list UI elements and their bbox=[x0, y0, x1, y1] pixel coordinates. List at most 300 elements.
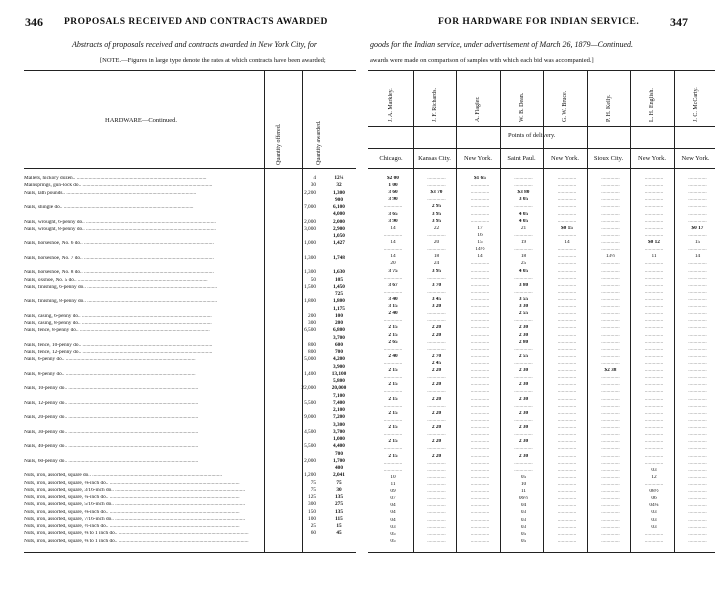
price-cell bbox=[416, 183, 458, 188]
item-label: Nails, 30-penny do.. ..... bbox=[24, 430, 264, 435]
price-cell bbox=[633, 454, 675, 459]
price-cell bbox=[590, 389, 632, 394]
leader-dots: .............. bbox=[644, 268, 664, 274]
leader-dots: .............. bbox=[688, 232, 707, 238]
item-label: Nails, fence, 12-penny do.. ..... bbox=[24, 350, 264, 355]
leader-dots: .............. bbox=[644, 204, 664, 210]
price-cell bbox=[590, 197, 632, 202]
price-cell bbox=[416, 290, 458, 295]
price-cell bbox=[590, 283, 632, 288]
price-cell: 22 bbox=[433, 225, 440, 231]
leader-dots: .............. bbox=[470, 361, 490, 366]
price-cell: 2 30 bbox=[518, 382, 529, 388]
price-cell: 2 70 bbox=[431, 353, 442, 359]
table-row bbox=[368, 283, 716, 288]
quantity-awarded: 1,175 bbox=[333, 305, 345, 312]
table-row bbox=[368, 475, 716, 480]
leader-dots: .............. bbox=[383, 432, 403, 438]
price-cell bbox=[459, 311, 501, 316]
leader-dots: .............. bbox=[427, 481, 446, 487]
table-row bbox=[24, 336, 356, 341]
price-cell: 2 30 bbox=[518, 396, 529, 402]
table-row bbox=[24, 343, 356, 348]
price-cell bbox=[459, 503, 501, 508]
leader-dots: .............. bbox=[470, 275, 490, 281]
price-cell bbox=[459, 304, 501, 309]
leader-dots: .............. bbox=[470, 311, 490, 317]
price-cell: 2 95 bbox=[431, 204, 442, 210]
leader-dots: .............. bbox=[514, 403, 533, 409]
price-cell: 18 bbox=[433, 254, 440, 260]
leader-dots: .............. bbox=[470, 396, 490, 402]
leader-dots: .............. bbox=[688, 289, 707, 295]
leader-dots: .............. bbox=[601, 538, 620, 544]
table-row bbox=[368, 425, 716, 430]
quantity-offered: 30 bbox=[310, 182, 316, 189]
table-row bbox=[368, 411, 716, 416]
leader-dots: .............. bbox=[601, 296, 620, 302]
price-cell bbox=[416, 475, 458, 480]
leader-dots: .............. bbox=[688, 353, 707, 359]
table-row bbox=[368, 212, 716, 217]
leader-dots: .............. bbox=[470, 417, 490, 423]
table-row bbox=[368, 468, 716, 473]
leader-dots: .............. bbox=[688, 176, 707, 181]
price-cell bbox=[677, 461, 717, 466]
price-cell: 05 bbox=[520, 474, 527, 480]
price-cell bbox=[372, 347, 414, 352]
leader-dots: .............. bbox=[383, 460, 403, 466]
price-cell bbox=[546, 247, 588, 252]
price-cell bbox=[677, 418, 717, 423]
leader-dots: .............. bbox=[601, 318, 620, 324]
price-cell bbox=[590, 297, 632, 302]
price-cell bbox=[459, 276, 501, 281]
table-row bbox=[24, 379, 356, 384]
leader-dots: .............. bbox=[644, 325, 664, 331]
price-cell: 2 20 bbox=[431, 382, 442, 388]
leader-dots: .............. bbox=[688, 481, 707, 487]
table-row bbox=[368, 261, 716, 266]
price-cell bbox=[372, 361, 414, 366]
table-row bbox=[368, 389, 716, 394]
price-cell bbox=[677, 190, 717, 195]
price-cell: 3 30 bbox=[518, 304, 529, 310]
leader-dots: .............. bbox=[644, 481, 664, 487]
leader-dots: .............. bbox=[557, 425, 577, 431]
price-cell: 2 65 bbox=[388, 339, 398, 345]
leader-dots: .............. bbox=[470, 296, 490, 302]
price-cell: 20 bbox=[433, 240, 440, 246]
quantity-awarded: 12¼ bbox=[334, 175, 344, 181]
item-label: Nuts, iron, assorted, square, ⅝ to 1 inch do.. ..... bbox=[24, 531, 264, 536]
price-cell bbox=[546, 276, 588, 281]
column-rule bbox=[543, 70, 544, 552]
leader-dots: .............. bbox=[644, 368, 664, 374]
leader-dots: .............. bbox=[688, 425, 707, 431]
leader-dots: .............. bbox=[644, 304, 664, 310]
leader-dots: .............. bbox=[427, 183, 446, 189]
price-cell: 05 bbox=[390, 538, 396, 544]
price-cell bbox=[633, 176, 675, 181]
leader-dots: .............. bbox=[688, 296, 707, 302]
leader-dots: .............. bbox=[557, 453, 577, 459]
leader-dots: .............. bbox=[557, 339, 577, 345]
price-cell bbox=[459, 404, 501, 409]
price-cell: 07 bbox=[390, 496, 396, 502]
price-cell: 14 bbox=[390, 240, 396, 246]
price-cell bbox=[633, 212, 675, 217]
table-row bbox=[24, 198, 356, 203]
price-cell: 05 bbox=[390, 531, 396, 537]
item-label: Nails, fence, 10-penny do.. ..... bbox=[24, 343, 264, 348]
leader-dots: .............. bbox=[601, 190, 620, 196]
price-cell bbox=[459, 354, 501, 359]
price-cell: 04¼ bbox=[649, 503, 659, 509]
price-cell bbox=[677, 333, 717, 338]
leader-dots: .............. bbox=[383, 361, 403, 366]
quantity-offered: 4 bbox=[313, 175, 316, 181]
price-cell bbox=[546, 311, 588, 316]
leader-dots: .............. bbox=[383, 389, 403, 395]
leader-dots: .............. bbox=[470, 481, 490, 487]
leader-dots: .............. bbox=[557, 268, 577, 274]
quantity-offered: 800 bbox=[308, 341, 316, 348]
col-quantity-offered: Quantity offered. bbox=[276, 123, 282, 165]
price-cell bbox=[677, 311, 717, 316]
table-row bbox=[24, 430, 356, 435]
quantity-awarded: 15 bbox=[336, 523, 342, 530]
quantity-offered: 1,300 bbox=[304, 254, 316, 261]
bidder-name: J. F. Richards. bbox=[431, 87, 438, 122]
quantity-awarded: 400 bbox=[335, 465, 343, 472]
price-cell: $1 65 bbox=[474, 176, 486, 181]
price-cell: 2 20 bbox=[431, 325, 442, 331]
quantity-offered: 125 bbox=[308, 494, 316, 501]
price-cell bbox=[503, 318, 545, 323]
price-cell bbox=[416, 404, 458, 409]
leader-dots: .............. bbox=[383, 275, 403, 281]
item-label: Nails, wrought, 6-penny do.. ..... bbox=[24, 220, 264, 225]
leader-dots: .............. bbox=[557, 197, 577, 203]
price-cell bbox=[590, 190, 632, 195]
price-cell bbox=[503, 347, 545, 352]
quantity-awarded: 2,100 bbox=[333, 407, 345, 414]
price-cell: 15 bbox=[694, 240, 701, 246]
leader-dots: .............. bbox=[688, 403, 707, 409]
price-cell bbox=[590, 361, 632, 366]
price-cell bbox=[459, 397, 501, 402]
leader-dots: .............. bbox=[557, 432, 577, 438]
price-cell bbox=[633, 276, 675, 281]
price-cell: 2 40 bbox=[388, 353, 398, 359]
leader-dots: .............. bbox=[557, 375, 577, 381]
price-cell bbox=[372, 233, 414, 238]
table-row bbox=[24, 466, 356, 471]
table-top-rule bbox=[368, 70, 715, 71]
price-cell bbox=[633, 368, 675, 373]
table-row bbox=[368, 333, 716, 338]
item-label: Nails, 6-penny do.. ..... bbox=[24, 357, 264, 362]
leader-dots: .............. bbox=[644, 531, 664, 537]
price-cell bbox=[633, 361, 675, 366]
price-cell bbox=[459, 375, 501, 380]
price-cell bbox=[546, 333, 588, 338]
price-cell bbox=[677, 532, 717, 537]
price-cell bbox=[459, 389, 501, 394]
table-row bbox=[368, 247, 716, 252]
price-cell bbox=[416, 510, 458, 515]
bidder-bottom-rule bbox=[368, 126, 715, 127]
price-cell bbox=[590, 461, 632, 466]
price-cell: 3 80 bbox=[518, 282, 529, 288]
price-cell: 14 bbox=[564, 240, 570, 246]
price-cell bbox=[590, 489, 632, 494]
leader-dots: .............. bbox=[470, 304, 490, 310]
price-cell bbox=[677, 176, 717, 181]
leader-dots: .............. bbox=[688, 339, 707, 345]
leader-dots: .............. bbox=[601, 176, 620, 181]
price-cell: 3 45 bbox=[431, 296, 442, 302]
table-row bbox=[24, 292, 356, 297]
price-cell bbox=[416, 461, 458, 466]
leader-dots: .............. bbox=[644, 332, 664, 338]
leader-dots: .............. bbox=[470, 432, 490, 438]
table-row bbox=[368, 347, 716, 352]
price-cell bbox=[416, 518, 458, 523]
table-row bbox=[368, 375, 716, 380]
table-row bbox=[368, 297, 716, 302]
price-cell: 08½ bbox=[649, 489, 659, 495]
leader-dots: .............. bbox=[514, 183, 533, 189]
leader-dots: .............. bbox=[514, 204, 533, 210]
price-cell bbox=[503, 204, 545, 209]
leader-dots: .............. bbox=[688, 204, 707, 210]
price-cell bbox=[590, 446, 632, 451]
price-cell bbox=[503, 404, 545, 409]
price-cell: 3 67 bbox=[388, 282, 398, 288]
leader-dots: .............. bbox=[557, 346, 577, 352]
leader-dots: .............. bbox=[644, 353, 664, 359]
leader-dots: .............. bbox=[427, 339, 446, 345]
price-cell bbox=[459, 525, 501, 530]
price-cell bbox=[503, 418, 545, 423]
item-label: Nails, horseshoe, No. 6 do.. ..... bbox=[24, 241, 264, 246]
price-cell: 03 bbox=[651, 467, 657, 473]
table-row bbox=[368, 525, 716, 530]
price-cell bbox=[590, 290, 632, 295]
leader-dots: .............. bbox=[557, 232, 577, 238]
table-row bbox=[24, 539, 356, 544]
leader-dots: .............. bbox=[601, 382, 620, 388]
price-cell: 2 30 bbox=[518, 425, 529, 431]
item-label: Mallets, hickory dozen.. ..... bbox=[24, 176, 264, 181]
price-cell bbox=[372, 290, 414, 295]
price-cell bbox=[633, 290, 675, 295]
price-cell: 04 bbox=[390, 517, 396, 523]
price-cell bbox=[590, 183, 632, 188]
price-cell: 14 bbox=[694, 254, 701, 260]
price-cell bbox=[416, 311, 458, 316]
leader-dots: .............. bbox=[427, 531, 446, 537]
price-cell bbox=[677, 446, 717, 451]
price-cell bbox=[459, 425, 501, 430]
price-cell bbox=[546, 397, 588, 402]
leader-dots: .............. bbox=[644, 410, 664, 416]
price-cell bbox=[590, 425, 632, 430]
leader-dots: .............. bbox=[470, 197, 490, 203]
table-row bbox=[368, 233, 716, 238]
leader-dots: .............. bbox=[427, 375, 446, 381]
table-row bbox=[24, 408, 356, 413]
leader-dots: .............. bbox=[601, 503, 620, 509]
right-page bbox=[358, 0, 717, 600]
table-row bbox=[368, 176, 716, 181]
leader-dots: .............. bbox=[470, 318, 490, 324]
table-row bbox=[368, 510, 716, 515]
item-label: Nuts, iron, assorted, square, ⅛-inch do.. ..... bbox=[24, 481, 264, 486]
price-cell: 3 05 bbox=[518, 197, 529, 203]
price-cell bbox=[590, 233, 632, 238]
quantity-awarded: 32 bbox=[336, 182, 342, 189]
price-cell bbox=[546, 183, 588, 188]
leader-dots: .............. bbox=[601, 232, 620, 238]
price-cell bbox=[459, 539, 501, 544]
leader-dots: .............. bbox=[470, 410, 490, 416]
price-cell: 03 bbox=[520, 517, 527, 523]
price-cell: 3 65 bbox=[388, 211, 398, 217]
leader-dots: .............. bbox=[601, 453, 620, 459]
price-cell: 2 15 bbox=[388, 382, 398, 388]
price-cell bbox=[459, 318, 501, 323]
price-cell bbox=[677, 482, 717, 487]
price-cell bbox=[590, 354, 632, 359]
leader-dots: .............. bbox=[601, 183, 620, 189]
leader-dots: .............. bbox=[601, 240, 620, 246]
price-cell: 19 bbox=[520, 240, 527, 246]
leader-dots: .............. bbox=[383, 318, 403, 324]
price-cell: 4 05 bbox=[518, 268, 529, 274]
leader-dots: .............. bbox=[557, 332, 577, 338]
leader-dots: .............. bbox=[557, 481, 577, 487]
price-cell: 2 20 bbox=[431, 368, 442, 374]
price-cell bbox=[372, 389, 414, 394]
price-cell: 2 20 bbox=[431, 410, 442, 416]
quantity-awarded: 45 bbox=[336, 530, 342, 537]
price-cell bbox=[459, 439, 501, 444]
leader-dots: .............. bbox=[557, 538, 577, 544]
price-cell bbox=[546, 489, 588, 494]
price-cell bbox=[546, 354, 588, 359]
price-cell bbox=[416, 446, 458, 451]
price-cell bbox=[590, 432, 632, 437]
price-cell bbox=[590, 304, 632, 309]
points-header: Points of delivery. bbox=[508, 132, 556, 139]
table-row bbox=[24, 423, 356, 428]
price-cell: 2 15 bbox=[388, 410, 398, 416]
leader-dots: .............. bbox=[470, 489, 490, 495]
leader-dots: .............. bbox=[427, 538, 446, 544]
quantity-awarded: 5,800 bbox=[333, 378, 345, 385]
price-cell bbox=[459, 361, 501, 366]
leader-dots: .............. bbox=[601, 524, 620, 530]
leader-dots: .............. bbox=[470, 190, 490, 196]
table-row bbox=[24, 278, 356, 283]
item-label: Nails, horseshoe, No. 8 do.. ..... bbox=[24, 270, 264, 275]
leader-dots: .............. bbox=[514, 375, 533, 381]
price-cell bbox=[503, 183, 545, 188]
leader-dots: .............. bbox=[601, 496, 620, 502]
price-cell bbox=[590, 397, 632, 402]
leader-dots: .............. bbox=[470, 439, 490, 445]
leader-dots: .............. bbox=[470, 204, 490, 210]
price-cell bbox=[677, 439, 717, 444]
price-cell: 14 bbox=[477, 254, 483, 260]
price-cell bbox=[677, 290, 717, 295]
column-rule bbox=[500, 70, 501, 552]
leader-dots: .............. bbox=[688, 183, 707, 189]
table-row bbox=[24, 437, 356, 442]
price-cell bbox=[503, 276, 545, 281]
price-cell bbox=[677, 276, 717, 281]
leader-dots: .............. bbox=[557, 417, 577, 423]
leader-dots: .............. bbox=[427, 489, 446, 495]
leader-dots: .............. bbox=[601, 460, 620, 466]
price-cell bbox=[416, 482, 458, 487]
price-cell bbox=[590, 340, 632, 345]
price-cell: 3 60 bbox=[388, 190, 398, 196]
leader-dots: .............. bbox=[470, 375, 490, 381]
leader-dots: .............. bbox=[470, 517, 490, 523]
price-cell: 3 20 bbox=[431, 304, 442, 310]
price-cell bbox=[372, 375, 414, 380]
item-label: Nails, 8-penny do.. ..... bbox=[24, 372, 264, 377]
leader-dots: .............. bbox=[557, 190, 577, 196]
price-cell: 3 55 bbox=[518, 296, 529, 302]
quantity-awarded: 7,400 bbox=[333, 399, 345, 406]
item-label: Nuts, iron, assorted, square, ⅝ to 1 inch do.. ..... bbox=[24, 539, 264, 544]
leader-dots: .............. bbox=[557, 410, 577, 416]
price-cell bbox=[633, 318, 675, 323]
price-cell bbox=[372, 276, 414, 281]
price-cell bbox=[633, 375, 675, 380]
price-cell bbox=[372, 247, 414, 252]
price-cell bbox=[459, 489, 501, 494]
leader-dots: .............. bbox=[470, 425, 490, 431]
item-label: Nails, 10-penny do.. ..... bbox=[24, 386, 264, 391]
leader-dots: .............. bbox=[557, 396, 577, 402]
leader-dots: .............. bbox=[470, 261, 490, 267]
price-cell: 17 bbox=[477, 225, 483, 231]
price-cell bbox=[590, 382, 632, 387]
price-cell: 3 75 bbox=[388, 268, 398, 274]
price-cell bbox=[590, 276, 632, 281]
table-row bbox=[368, 539, 716, 544]
leader-dots: .............. bbox=[644, 176, 664, 181]
price-cell bbox=[633, 446, 675, 451]
table-row bbox=[24, 495, 356, 500]
table-top-rule bbox=[24, 70, 356, 71]
price-cell bbox=[677, 404, 717, 409]
quantity-offered: 9,000 bbox=[304, 414, 316, 421]
price-cell: 10 bbox=[390, 474, 396, 480]
quantity-offered: 4,500 bbox=[304, 428, 316, 435]
quantity-offered: 2,000 bbox=[304, 218, 316, 225]
leader-dots: .............. bbox=[688, 304, 707, 310]
price-cell: 2 15 bbox=[388, 368, 398, 374]
price-cell bbox=[459, 496, 501, 501]
leader-dots: .............. bbox=[470, 382, 490, 388]
